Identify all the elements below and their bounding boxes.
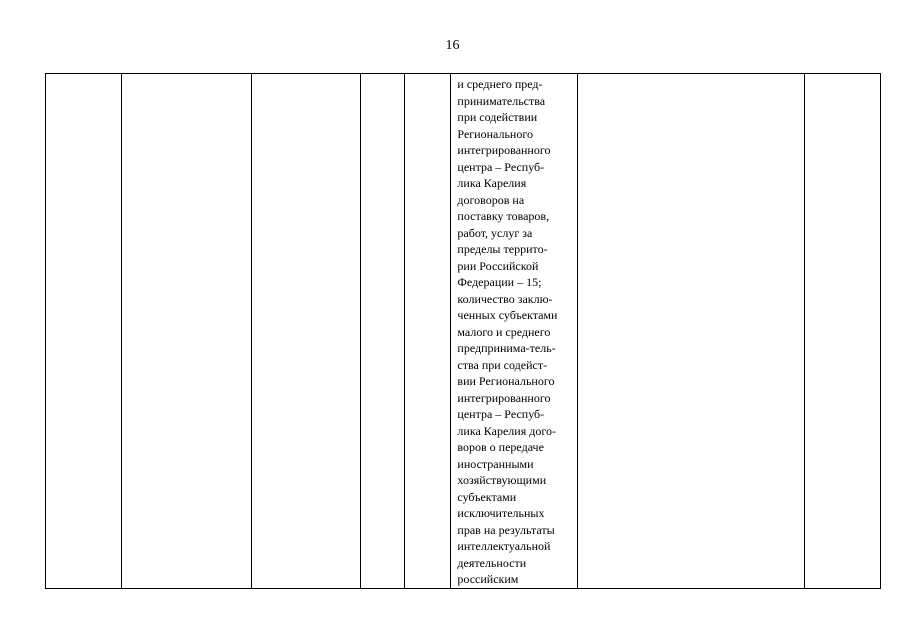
- text-line: рии Российской: [457, 258, 539, 273]
- text-line: договоров на: [457, 192, 525, 207]
- text-line: Регионального: [457, 126, 533, 141]
- text-line: ства при содейст-: [457, 357, 548, 372]
- page-number: 16: [445, 38, 460, 53]
- text-line: прав на результаты: [457, 522, 555, 537]
- text-line: вии Регионального: [457, 374, 555, 388]
- text-line: хозяйствующими: [457, 473, 547, 487]
- text-line: пределы террито-: [457, 242, 548, 256]
- table-cell-4: [361, 74, 405, 589]
- text-line: интегрированного: [457, 390, 551, 405]
- text-line: воров о передаче: [457, 440, 544, 454]
- text-line: деятельности: [457, 555, 527, 570]
- text-line: лика Карелия дого-: [457, 423, 556, 438]
- text-line: и среднего пред-: [457, 77, 543, 91]
- text-line: Федерации – 15;: [457, 275, 542, 289]
- text-line: при содействии: [457, 110, 538, 124]
- text-line: количество заклю-: [457, 291, 553, 306]
- table-cell-3: [251, 74, 360, 589]
- text-line: российским: [457, 572, 519, 586]
- text-line: исключительных: [457, 506, 545, 520]
- text-line: интеллектуальной: [457, 539, 551, 553]
- indicator-cell: [451, 74, 577, 589]
- text-line: интегрированного: [457, 143, 551, 157]
- table-row: [46, 74, 881, 589]
- table-cell-5: [405, 74, 451, 589]
- text-line: центра – Респуб-: [457, 159, 545, 174]
- table-cell-1: [46, 74, 122, 589]
- text-line: предпринима-тель-: [457, 341, 556, 355]
- text-line: ченных субъектами: [457, 308, 558, 322]
- text-line: поставку товаров,: [457, 209, 550, 223]
- text-line: лика Карелия: [457, 176, 527, 190]
- text-line: центра – Респуб-: [457, 407, 545, 421]
- text-line: иностранными: [457, 456, 534, 471]
- table-cell-7: [577, 74, 804, 589]
- text-line: малого и среднего: [457, 324, 551, 339]
- text-line: принимательства: [457, 93, 546, 108]
- text-line: субъектами: [457, 489, 517, 504]
- continuation-table: [45, 73, 881, 589]
- table-cell-2: [122, 74, 251, 589]
- indicator-text: [451, 74, 576, 588]
- text-line: работ, услуг за: [457, 225, 533, 240]
- table-cell-8: [804, 74, 880, 589]
